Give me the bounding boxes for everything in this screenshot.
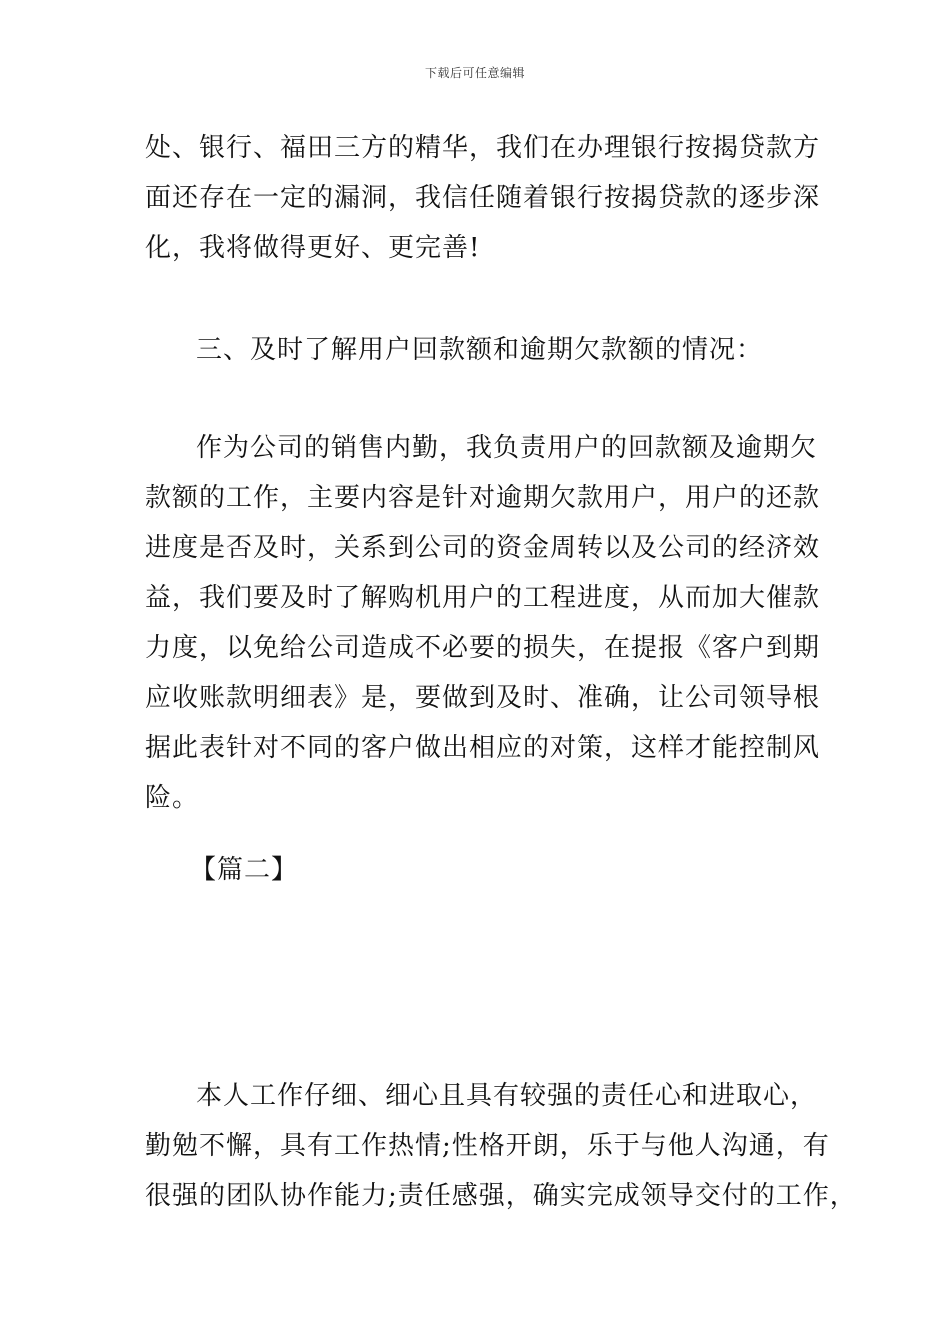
paragraph-line: 力度，以免给公司造成不必要的损失，在提报《客户到期 — [145, 633, 821, 663]
section-label: 【篇二】 — [190, 855, 299, 885]
paragraph-line: 应收账款明细表》是，要做到及时、准确，让公司领导根 — [145, 683, 821, 713]
paragraph-line: 险。 — [145, 783, 200, 813]
section-heading: 三、及时了解用户回款额和逾期欠款额的情况： — [196, 335, 764, 365]
paragraph-line: 益，我们要及时了解购机用户的工程进度，从而加大催款 — [145, 583, 821, 613]
paragraph-line: 化，我将做得更好、更完善! — [145, 233, 481, 263]
paragraph-line: 面还存在一定的漏洞，我信任随着银行按揭贷款的逐步深 — [145, 183, 821, 213]
paragraph-line: 本人工作仔细、细心且具有较强的责任心和进取心， — [196, 1081, 818, 1111]
paragraph-line: 作为公司的销售内勤，我负责用户的回款额及逾期欠 — [196, 433, 818, 463]
page-header: 下载后可任意编辑 — [424, 66, 525, 80]
paragraph-line: 处、银行、福田三方的精华，我们在办理银行按揭贷款方 — [145, 133, 821, 163]
paragraph-line: 很强的团队协作能力;责任感强，确实完成领导交付的工作， — [145, 1181, 857, 1211]
paragraph-line: 勤勉不懈，具有工作热情;性格开朗，乐于与他人沟通，有 — [145, 1131, 830, 1161]
paragraph-line: 款额的工作，主要内容是针对逾期欠款用户，用户的还款 — [145, 483, 821, 513]
paragraph-line: 据此表针对不同的客户做出相应的对策，这样才能控制风 — [145, 733, 821, 763]
paragraph-line: 进度是否及时，关系到公司的资金周转以及公司的经济效 — [145, 533, 821, 563]
